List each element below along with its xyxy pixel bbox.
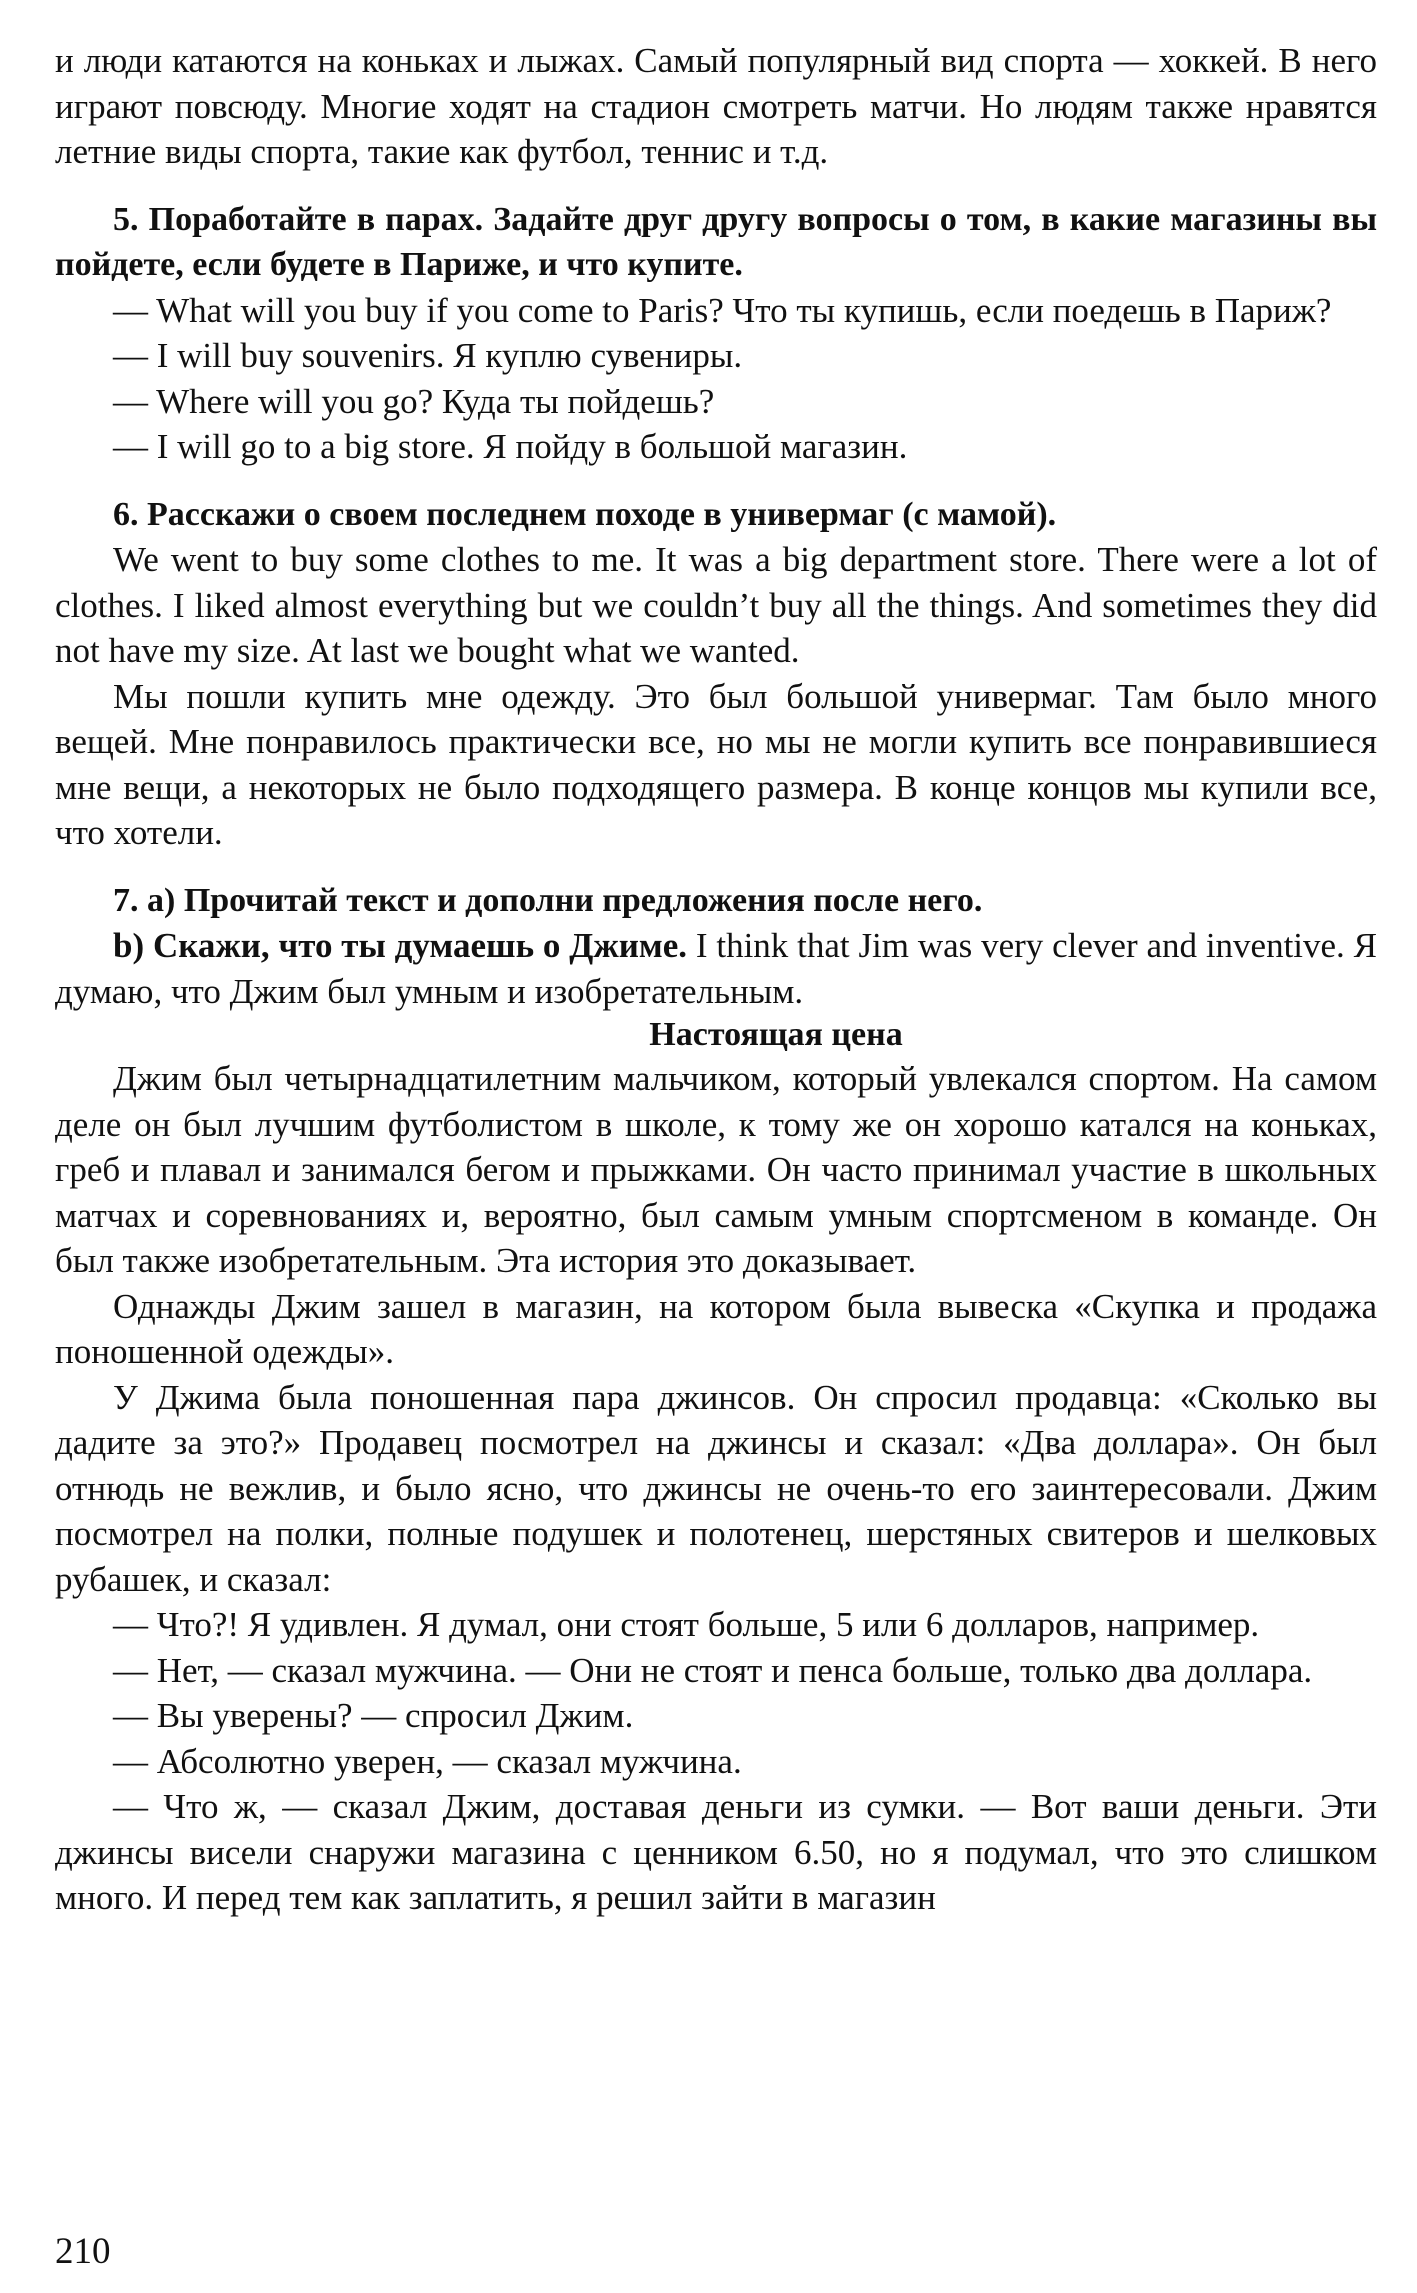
story-dialogue-line: — Абсолютно уверен, — сказал мужчина. [113, 1741, 742, 1781]
exercise-7b-heading: b) Скажи, что ты думаешь о Джиме. [113, 926, 688, 965]
paragraph-intro: и люди катаются на коньках и лыжах. Самый популярный вид спорта — хоккей. В него играют повсюду. Многие ходят на стадион смотреть матчи. Но людям также нравятся летние виды спорта, такие как футбол, теннис и т.д. [55, 41, 1377, 171]
paragraph-english-answer: We went to buy some clothes to me. It was a big department store. There were a lot of clothes. I liked almost everything but we couldn’t buy all the things. And sometimes they did not have my size. At last we bought what we wanted. [55, 540, 1377, 670]
story-dialogue-line: — Что?! Я удивлен. Я думал, они стоят больше, 5 или 6 долларов, например. [113, 1605, 1260, 1644]
page-number: 210 [55, 2231, 111, 2272]
dialogue-line: — Where will you go? Куда ты пойдешь? [113, 381, 715, 421]
story-paragraph: Однажды Джим зашел в магазин, на котором была вывеска «Скупка и продажа поношенной одежды». [55, 1286, 1377, 1371]
exercise-5-heading: 5. Поработайте в парах. Задайте друг другу вопросы о том, в какие магазины вы пойдете, если будете в Париже, и что купите. [55, 200, 1377, 283]
story-dialogue-line: — Нет, — сказал мужчина. — Они не стоят и пенса больше, только два доллара. [113, 1650, 1313, 1690]
story-dialogue-line: — Вы уверены? — спросил Джим. [113, 1696, 634, 1735]
dialogue-line: — What will you buy if you come to Paris? Что ты купишь, если поедешь в Париж? [113, 290, 1332, 330]
story-dialogue-line: — Что ж, — сказал Джим, доставая деньги из сумки. — Вот ваши деньги. Эти джинсы висели снаружи магазина с ценником 6.50, но я подумал, что это слишком много. И перед тем как заплатить, я решил зайти в магазин [55, 1787, 1377, 1917]
story-paragraph: Джим был четырнадцатилетним мальчиком, который увлекался спортом. На самом деле он был лучшим футболистом в школе, к тому же он хорошо катался на коньках, греб и плавал и занимался бегом и прыжками. Он часто принимал участие в школьных матчах и соревнованиях и, вероятно, был самым умным спортсменом в команде. Он был также изобретательным. Эта история это доказывает. [55, 1059, 1377, 1280]
story-title: Настоящая цена [649, 1016, 903, 1053]
dialogue-line: — I will go to a big store. Я пойду в большой магазин. [113, 427, 908, 466]
exercise-7b-answer: I think that Jim was very clever and inventive. Я думаю, что Джим был умным и изобретательным. [55, 926, 1377, 1011]
exercise-7a-heading: 7. а) Прочитай текст и дополни предложения после него. [113, 881, 983, 919]
exercise-6-heading: 6. Расскажи о своем последнем походе в универмаг (с мамой). [113, 495, 1057, 533]
exercise-7b [55, 923, 1377, 1014]
dialogue-line: — I will buy souvenirs. Я куплю сувениры. [113, 336, 743, 375]
paragraph-russian-translation: Мы пошли купить мне одежду. Это был большой универмаг. Там было много вещей. Мне понравилось практически все, но мы не могли купить все понравившиеся мне вещи, а некоторых не было подходящего размера. В конце концов мы купили все, что хотели. [55, 676, 1377, 852]
story-paragraph: У Джима была поношенная пара джинсов. Он спросил продавца: «Сколько вы дадите за это?» Продавец посмотрел на джинсы и сказал: «Два доллара». Он был отнюдь не вежлив, и было ясно, что джинсы не очень-то его заинтересовали. Джим посмотрел на полки, полные подушек и полотенец, шерстяных свитеров и шелковых рубашек, и сказал: [55, 1377, 1377, 1599]
